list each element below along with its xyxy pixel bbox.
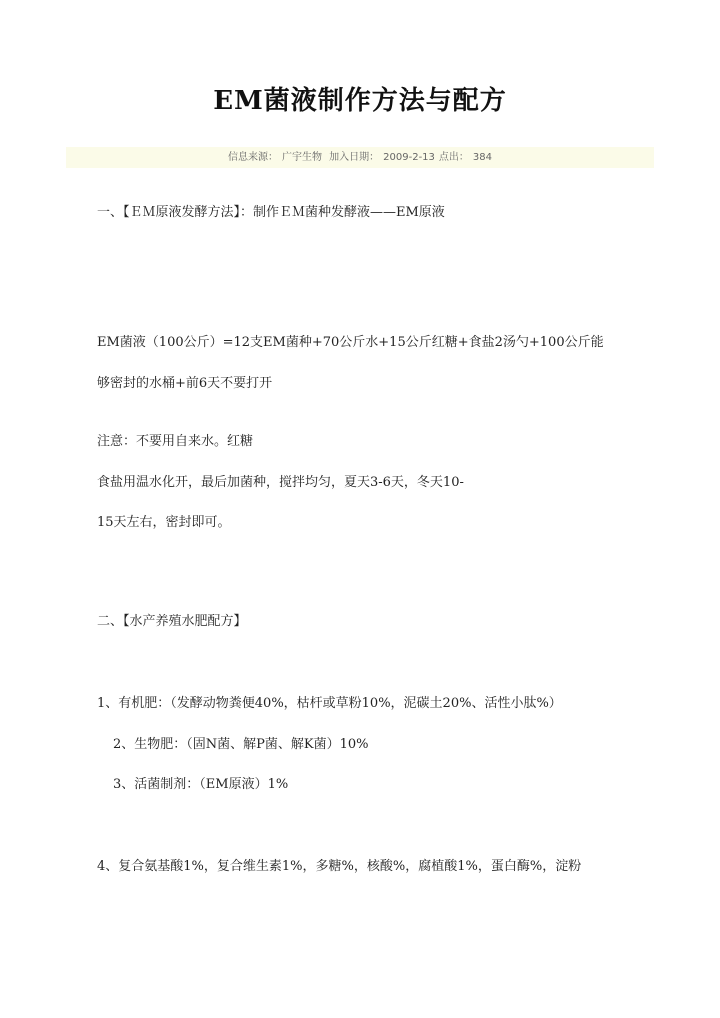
list-item-2: 2、生物肥：（固N菌、解P菌、解K菌）10% <box>113 737 369 752</box>
article-meta-bar <box>66 147 654 168</box>
clicks-label: 点出： <box>438 152 469 163</box>
source-value: 广宇生物 <box>281 152 322 163</box>
note-line-2: 食盐用温水化开，最后加菌种，搅拌均匀，夏天3-6天，冬天10- <box>97 475 464 490</box>
section-2-heading: 二、【水产养殖水肥配方】 <box>97 614 247 629</box>
clicks-value: 384 <box>472 152 493 163</box>
note-line-3: 15天左右，密封即可。 <box>97 515 231 530</box>
source-label: 信息来源： <box>227 152 278 163</box>
paragraph-1-line-2: 够密封的水桶+前6天不要打开 <box>97 376 273 391</box>
date-value: 2009-2-13 <box>383 152 435 163</box>
list-item-1: 1、有机肥：（发酵动物粪便40%，枯杆或草粉10%，泥碳土20%、活性小肽%） <box>97 696 562 711</box>
section-1-heading: 一、【ＥＭ原液发酵方法】：制作ＥＭ菌种发酵液——EM原液 <box>97 205 445 220</box>
paragraph-1-line-1: EM菌液（100公斤）=12支EM菌种+70公斤水+15公斤红糖+食盐2汤勺+100公斤能 <box>97 335 604 350</box>
page-title: EM菌液制作方法与配方 <box>213 86 507 116</box>
date-label: 加入日期： <box>329 152 380 163</box>
list-item-4: 4、复合氨基酸1%，复合维生素1%，多糖%，核酸%，腐植酸1%，蛋白酶%，淀粉 <box>97 859 582 874</box>
list-item-3: 3、活菌制剂：（EM原液）1% <box>113 777 289 792</box>
note-line-1: 注意：不要用自来水。红糖 <box>97 434 254 449</box>
